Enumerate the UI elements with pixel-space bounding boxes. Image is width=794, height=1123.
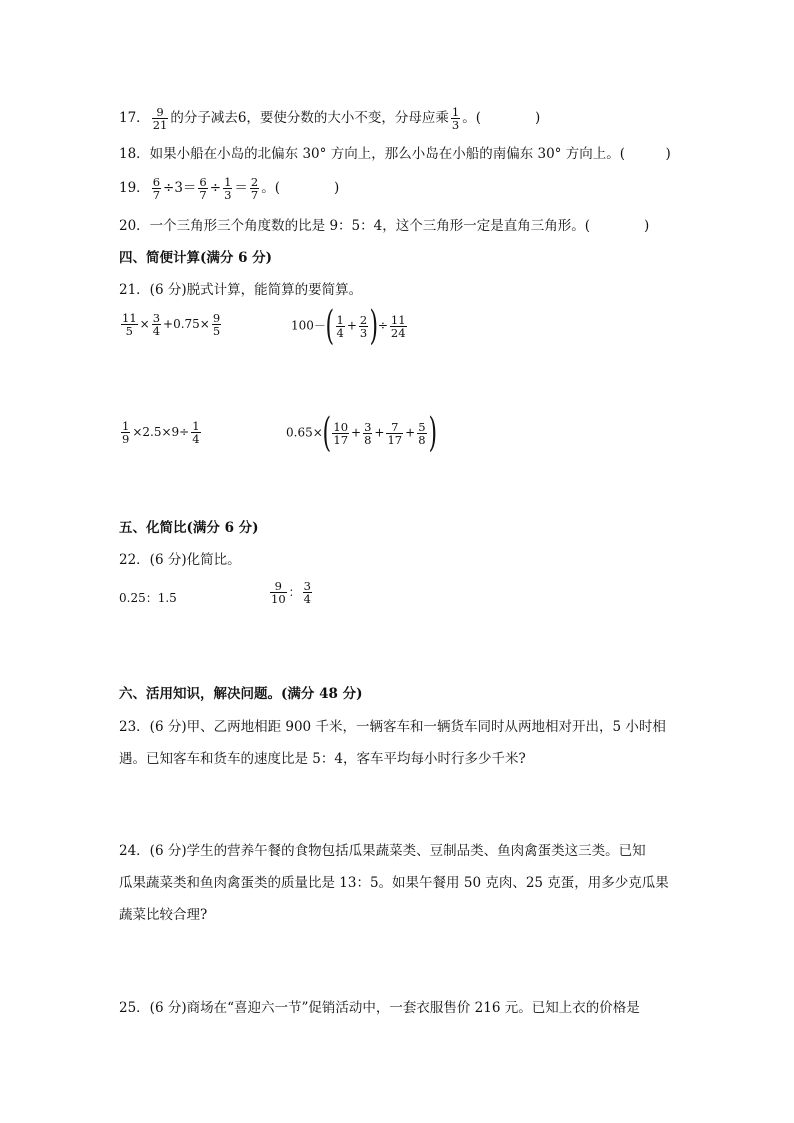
- question-19: 19． $\frac{6}{7}$ ÷3＝ $\frac{6}{7}$ ÷ $\frac{1}{3}$ ＝ $\frac{2}{7}$ 。( ): [119, 175, 340, 202]
- question-23-line-1: 23．(6 分)甲、乙两地相距 900 千米，一辆客车和一辆货车同时从两地相对开出，5 小时相: [119, 719, 666, 735]
- question-number: 17．: [119, 110, 150, 126]
- fraction: $\frac{6}{7}$: [199, 175, 207, 202]
- fraction: $\frac{2}{7}$: [250, 175, 259, 202]
- expression-1: $\frac{11}{5}$ × $\frac{3}{4}$ +0.75× $\frac{9}{5}$: [122, 311, 221, 338]
- section-6-heading: 六、活用知识，解决问题。(满分 48 分): [119, 686, 363, 702]
- question-24-line-1: 24．(6 分)学生的营养午餐的食物包括瓜果蔬菜类、豆制品类、鱼肉禽蛋类这三类。已知: [119, 843, 646, 859]
- question-22: 22．(6 分)化简比。: [119, 552, 241, 568]
- question-24-line-2: 瓜果蔬菜类和鱼肉禽蛋类的质量比是 13：5。如果午餐用 50 克肉、25 克蛋，用多少克瓜果: [119, 875, 669, 891]
- answer-blank: 。( ): [462, 110, 541, 126]
- expression-3: $\frac{1}{9}$ ×2.5×9÷ $\frac{1}{4}$: [122, 419, 200, 446]
- question-24-line-3: 蔬菜比较合理?: [119, 907, 208, 923]
- section-5-heading: 五、化简比(满分 6 分): [119, 520, 259, 536]
- question-18: 18．如果小船在小岛的北偏东 30° 方向上，那么小岛在小船的南偏东 30° 方向上。( ): [119, 146, 671, 162]
- expression-4: 0.65×( $\frac{10}{17}$ + $\frac{3}{8}$ + $\frac{7}{17}$ + $\frac{5}{8}$ ): [286, 410, 437, 456]
- fraction: $\frac{1}{3}$: [451, 105, 460, 132]
- fraction: $\frac{9}{21}$: [152, 105, 168, 132]
- question-17: [119, 106, 540, 131]
- question-25-line-1: 25．(6 分)商场在“喜迎六一节”促销活动中，一套衣服售价 216 元。已知上衣的价格是: [119, 1000, 640, 1016]
- fraction: $\frac{1}{3}$: [224, 175, 232, 202]
- fraction: $\frac{6}{7}$: [152, 175, 161, 202]
- section-4-heading: 四、简便计算(满分 6 分): [119, 250, 273, 266]
- question-text: 的分子减去6，要使分数的大小不变，分母应乘: [170, 110, 449, 126]
- ratio-2: $\frac{9}{10}$ ： $\frac{3}{4}$: [271, 579, 311, 606]
- question-20: 20．一个三角形三个角度数的比是 9：5：4，这个三角形一定是直角三角形。( ): [119, 218, 650, 234]
- expression-2: 100－( $\frac{1}{4}$ + $\frac{2}{3}$ )÷ $\frac{11}{24}$: [291, 303, 406, 349]
- question-23-line-2: 遇。已知客车和货车的速度比是 5：4，客车平均每小时行多少千米?: [119, 751, 526, 767]
- ratio-1: 0.25：1.5: [119, 591, 177, 605]
- question-21: 21．(6 分)脱式计算，能简算的要简算。: [119, 282, 363, 298]
